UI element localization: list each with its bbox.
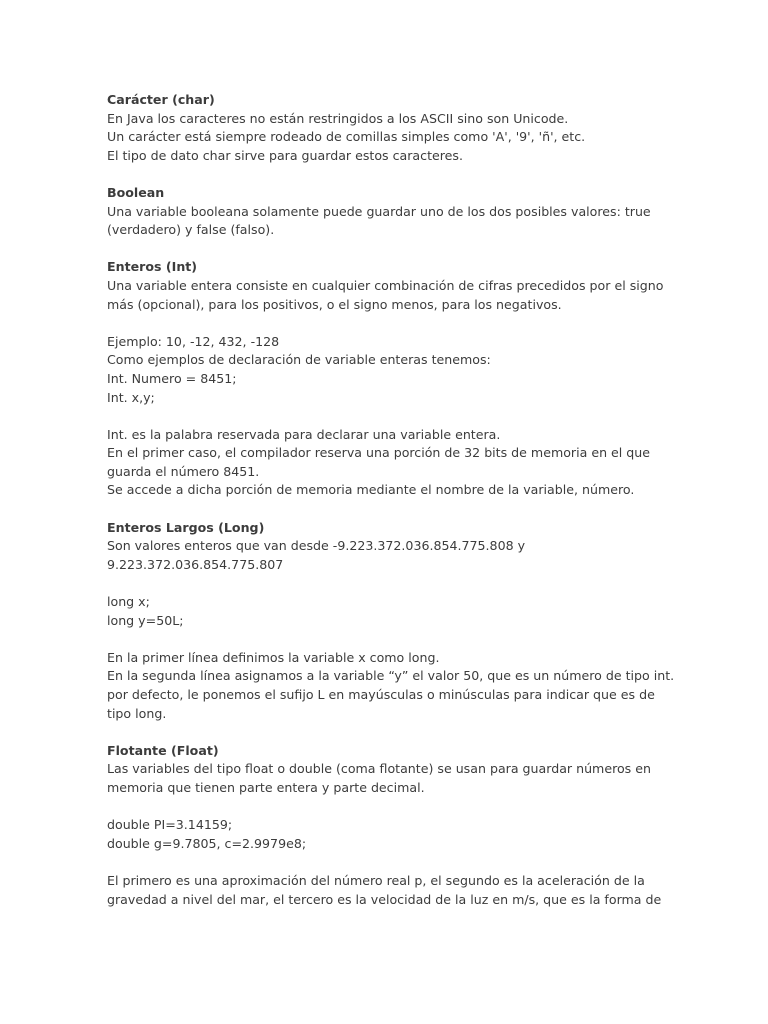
section-block [107,333,667,407]
paragraph-gap [107,165,667,184]
text-line: Como ejemplos de declaración de variable enteras tenemos: [107,352,491,368]
paragraph-gap [107,314,667,333]
text-line: gravedad a nivel del mar, el tercero es la velocidad de la luz en m/s, que es la forma de [107,891,662,907]
paragraph-gap [107,574,667,593]
text-line: (verdadero) y false (falso). [107,222,275,238]
text-line: Se accede a dicha porción de memoria mediante el nombre de la variable, número. [107,482,635,498]
text-line: double PI=3.14159; [107,817,233,833]
section-heading: Enteros (Int) [107,259,198,275]
section-heading: Enteros Largos (Long) [107,519,265,535]
section-block [107,426,667,500]
text-line: memoria que tienen parte entera y parte decimal. [107,779,425,795]
text-line: más (opcional), para los positivos, o el signo menos, para los negativos. [107,296,562,312]
text-line: tipo long. [107,705,167,721]
text-line: Int. es la palabra reservada para declarar una variable entera. [107,426,501,442]
paragraph-gap [107,407,667,426]
text-line: Son valores enteros que van desde -9.223.372.036.854.775.808 y [107,538,526,554]
paragraph-gap [107,853,667,872]
paragraph-gap [107,723,667,742]
text-line: Un carácter está siempre rodeado de comillas simples como 'A', '9', 'ñ', etc. [107,129,586,145]
text-line: Una variable booleana solamente puede guardar uno de los dos posibles valores: true [107,203,651,219]
text-line: Int. Numero = 8451; [107,370,237,386]
paragraph-gap [107,240,667,259]
text-line: El tipo de dato char sirve para guardar estos caracteres. [107,147,463,163]
section-block [107,816,667,853]
paragraph-gap [107,798,667,817]
section-block [107,258,667,314]
section-block [107,184,667,240]
section-block [107,649,675,723]
section-block [107,872,667,909]
section-heading: Boolean [107,184,165,200]
text-line: Las variables del tipo float o double (coma flotante) se usan para guardar números en [107,761,651,777]
text-line: guarda el número 8451. [107,463,260,479]
section-block [107,593,667,630]
document-body [107,91,675,909]
section-heading: Carácter (char) [107,92,215,107]
text-line: En Java los caracteres no están restringidos a los ASCII sino son Unicode. [107,110,569,126]
text-line: El primero es una aproximación del número real p, el segundo es la aceleración de la [107,872,645,888]
paragraph-gap [107,630,667,649]
text-line: En la segunda línea asignamos a la variable “y” el valor 50, que es un número de tipo int. [107,668,675,684]
text-line: Ejemplo: 10, -12, 432, -128 [107,333,280,349]
text-line: Int. x,y; [107,389,155,405]
section-block [107,742,667,798]
text-line: Una variable entera consiste en cualquier combinación de cifras precedidos por el signo [107,277,664,293]
text-line: double g=9.7805, c=2.9979e8; [107,835,307,851]
section-block [107,91,667,165]
text-line: En el primer caso, el compilador reserva una porción de 32 bits de memoria en el que [107,445,651,461]
section-heading: Flotante (Float) [107,742,219,758]
paragraph-gap [107,500,667,519]
text-line: por defecto, le ponemos el sufijo L en mayúsculas o minúsculas para indicar que es de [107,687,655,702]
text-line: 9.223.372.036.854.775.807 [107,556,284,572]
text-line: long y=50L; [107,612,184,628]
section-block [107,519,667,575]
text-line: long x; [107,594,150,610]
text-line: En la primer línea definimos la variable x como long. [107,649,440,665]
